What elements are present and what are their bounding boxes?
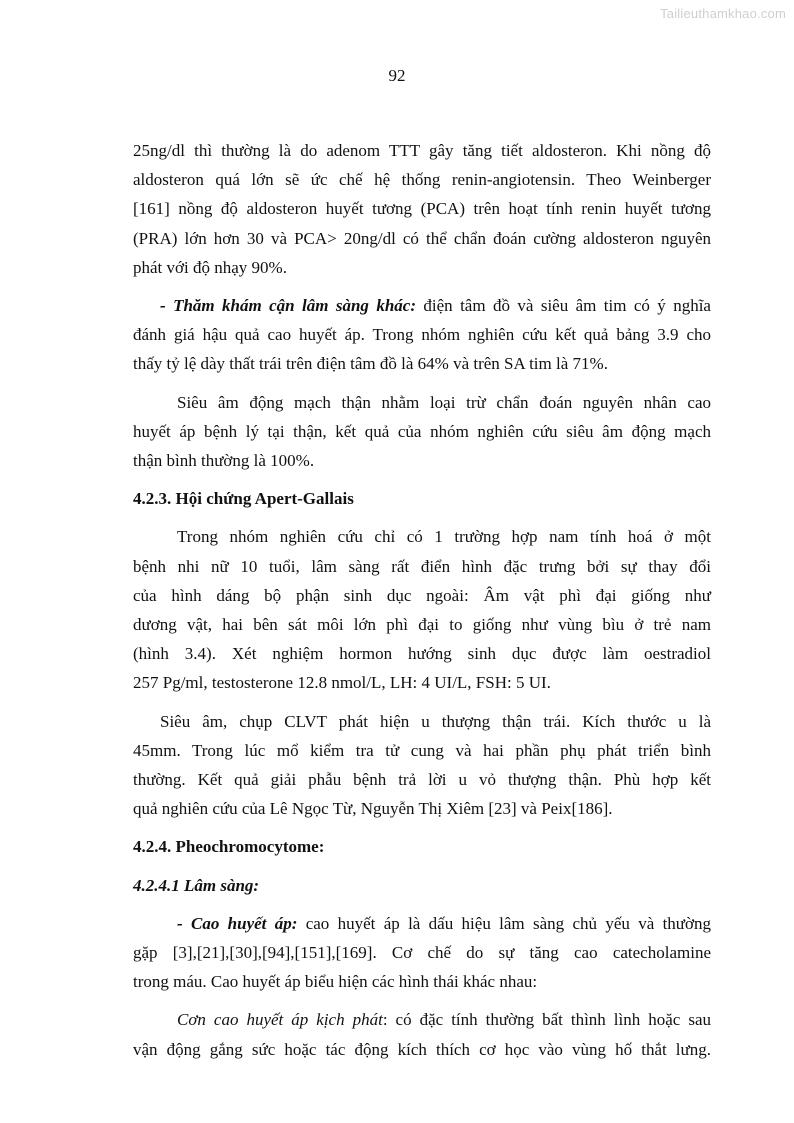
watermark: Tailieuthamkhao.com bbox=[660, 6, 786, 21]
paragraph-can-lam-sang bbox=[133, 291, 711, 379]
text-line: thấy tỷ lệ dày thất trái trên điện tâm đồ là 64% và trên SA tim là 71%. bbox=[133, 354, 608, 374]
text-line bbox=[133, 291, 711, 320]
paragraph-sieu-am-clvt bbox=[133, 707, 711, 824]
text-line: quả nghiên cứu của Lê Ngọc Từ, Nguyễn Thị Xiêm [23] và Peix[186]. bbox=[133, 799, 613, 819]
text-line: dương vật, hai bên sát môi lớn phì đại to giống như vùng bìu ở trẻ nam bbox=[133, 615, 711, 635]
page-content bbox=[133, 136, 711, 1064]
text-line: Trong nhóm nghiên cứu chỉ có 1 trường hợp nam tính hoá ở một bbox=[177, 527, 711, 547]
heading-4-2-3: 4.2.3. Hội chứng Apert-Gallais bbox=[133, 489, 354, 509]
inline-label: - Cao huyết áp: bbox=[177, 913, 298, 933]
page-number: 92 bbox=[388, 66, 406, 85]
text-line: aldosteron quá lớn sẽ ức chế hệ thống renin-angiotensin. Theo Weinberger bbox=[133, 170, 711, 190]
paragraph-aldosteron bbox=[133, 136, 711, 282]
inline-text: điện tâm đồ và siêu âm tim có ý nghĩa bbox=[416, 296, 711, 316]
text-line: thận bình thường là 100%. bbox=[133, 451, 315, 471]
text-line bbox=[133, 1005, 711, 1034]
paragraph-cao-huyet-ap bbox=[133, 909, 711, 997]
inline-text: cao huyết áp là dấu hiệu lâm sàng chủ yếu và thường bbox=[297, 913, 712, 933]
text-line: bệnh nhi nữ 10 tuổi, lâm sàng rất điển hình đặc trưng bởi sự thay đổi bbox=[133, 556, 711, 576]
text-line: của hình dáng bộ phận sinh dục ngoài: Âm vật phì đại giống như bbox=[133, 585, 711, 605]
text-line: đánh giá hậu quả cao huyết áp. Trong nhóm nghiên cứu kết quả bảng 3.9 cho bbox=[133, 325, 711, 345]
text-line: vận động gắng sức hoặc tác động kích thích cơ học vào vùng hố thắt lưng. bbox=[133, 1039, 711, 1059]
text-line: 45mm. Trong lúc mổ kiểm tra tử cung và hai phần phụ phát triển bình bbox=[133, 740, 711, 760]
text-line: Siêu âm động mạch thận nhằm loại trừ chẩn đoán nguyên nhân cao bbox=[177, 392, 711, 412]
text-line: 257 Pg/ml, testosterone 12.8 nmol/L, LH: 4 UI/L, FSH: 5 UI. bbox=[133, 673, 551, 693]
text-line: thường. Kết quả giải phẫu bệnh trả lời u vỏ thượng thận. Phù hợp kết bbox=[133, 770, 711, 790]
text-line: phát với độ nhạy 90%. bbox=[133, 257, 287, 277]
inline-label: Cơn cao huyết áp kịch phát bbox=[177, 1010, 383, 1030]
paragraph-con-cao-huyet-ap bbox=[133, 1005, 711, 1063]
heading-4-2-4-1: 4.2.4.1 Lâm sàng: bbox=[133, 875, 260, 895]
paragraph-apert-gallais bbox=[133, 522, 711, 697]
text-line: [161] nồng độ aldosteron huyết tương (PCA) trên hoạt tính renin huyết tương bbox=[133, 199, 711, 219]
text-line bbox=[133, 909, 711, 938]
inline-label: - Thăm khám cận lâm sàng khác: bbox=[160, 296, 416, 316]
inline-text: : có đặc tính thường bất thình lình hoặc sau bbox=[382, 1010, 711, 1030]
text-line: (PRA) lớn hơn 30 và PCA> 20ng/dl có thể chẩn đoán cường aldosteron nguyên bbox=[133, 228, 711, 248]
text-line: trong máu. Cao huyết áp biểu hiện các hình thái khác nhau: bbox=[133, 972, 538, 992]
text-line: 25ng/dl thì thường là do adenom TTT gây tăng tiết aldosteron. Khi nồng độ bbox=[133, 141, 711, 160]
text-line: (hình 3.4). Xét nghiệm hormon hướng sinh dục được làm oestradiol bbox=[133, 644, 711, 664]
heading-4-2-4: 4.2.4. Pheochromocytome: bbox=[133, 837, 325, 857]
paragraph-sieu-am-than bbox=[133, 388, 711, 476]
text-line: gặp [3],[21],[30],[94],[151],[169]. Cơ chế do sự tăng cao catecholamine bbox=[133, 943, 711, 963]
text-line: Siêu âm, chụp CLVT phát hiện u thượng thận trái. Kích thước u là bbox=[160, 711, 711, 731]
text-line: huyết áp bệnh lý tại thận, kết quả của nhóm nghiên cứu siêu âm động mạch bbox=[133, 421, 711, 441]
